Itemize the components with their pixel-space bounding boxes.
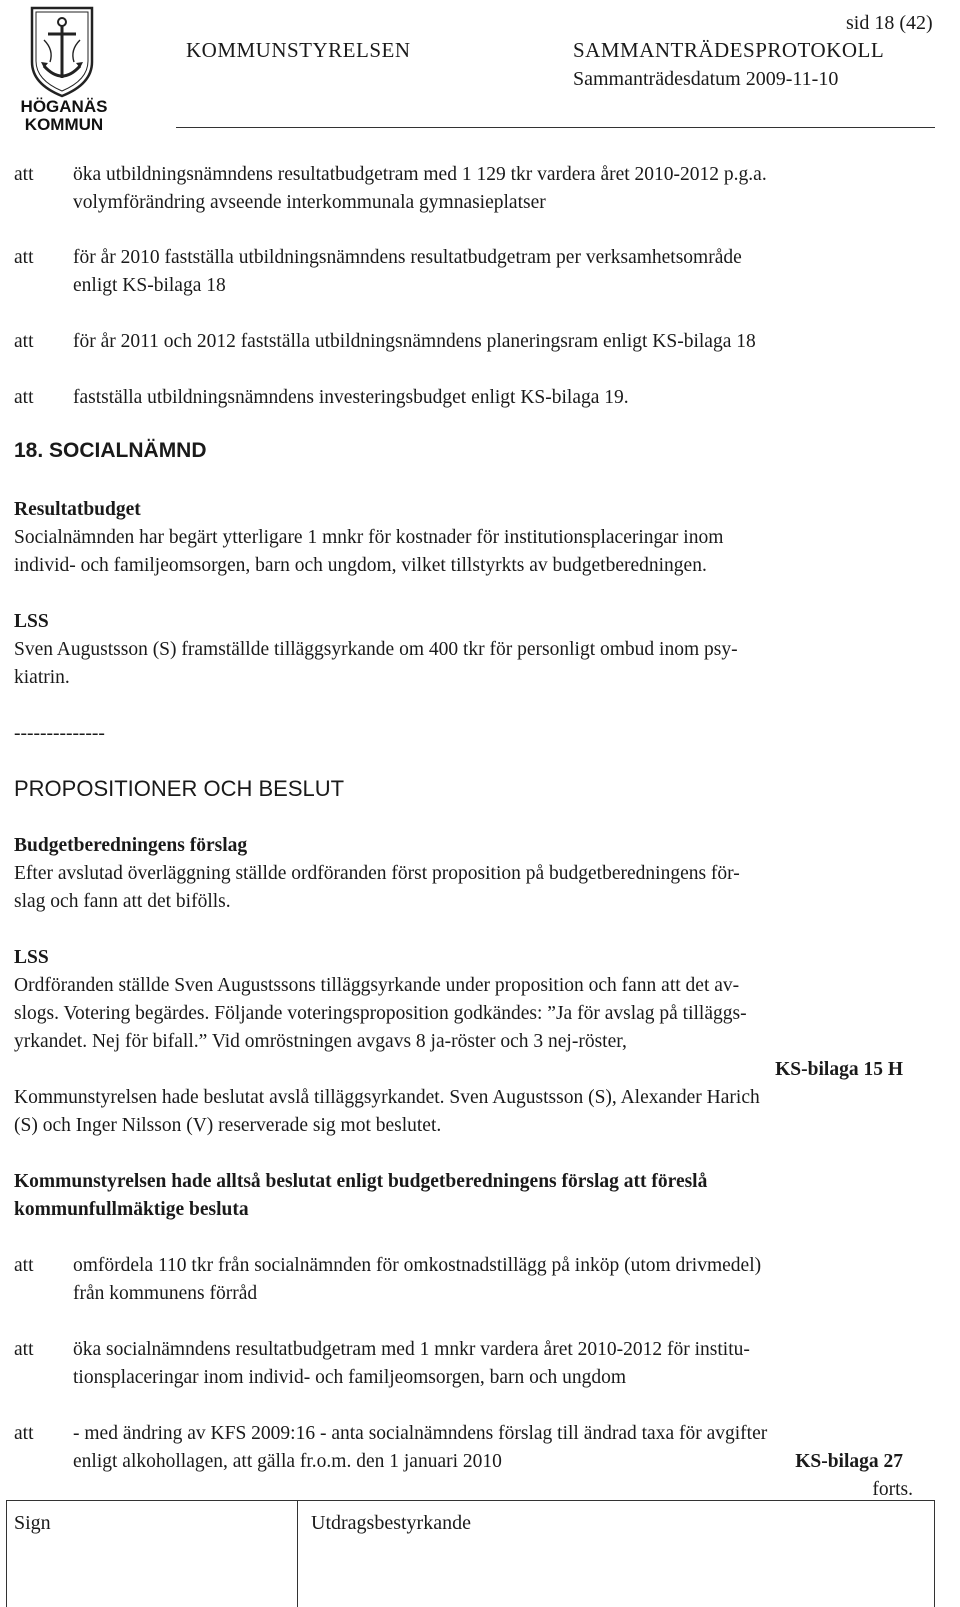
- att-label: att: [14, 331, 34, 352]
- att-clause-text: [73, 1252, 935, 1308]
- paragraph-line: individ- och familjeomsorgen, barn och ungdom, vilket tillstyrkts av budgetberedningen.: [14, 555, 707, 576]
- subheading-lss: LSS: [14, 947, 49, 968]
- meeting-date: Sammanträdesdatum 2009-11-10: [573, 68, 839, 90]
- clause-line: från kommunens förråd: [73, 1283, 258, 1304]
- paragraph: [14, 860, 935, 916]
- paragraph-line: Ordföranden ställde Sven Augustssons tilläggsyrkande under proposition och fann att det av-: [14, 975, 740, 996]
- att-clause-text: [73, 328, 935, 356]
- att-label: att: [14, 1423, 34, 1444]
- subheading-resultatbudget: Resultatbudget: [14, 499, 141, 520]
- paragraph-line: Kommunstyrelsen hade beslutat avslå tilläggsyrkandet. Sven Augustsson (S), Alexander Harich: [14, 1087, 760, 1108]
- att-label: att: [14, 1255, 34, 1276]
- continued-marker: forts.: [872, 1479, 913, 1500]
- sign-label: Sign: [14, 1512, 51, 1534]
- paragraph-line: kiatrin.: [14, 667, 70, 688]
- clause-line: - med ändring av KFS 2009:16 - anta socialnämndens förslag till ändrad taxa för avgifter: [73, 1423, 768, 1444]
- clause-line: för år 2011 och 2012 fastställa utbildningsnämndens planeringsram enligt KS-bilaga 18: [73, 331, 756, 352]
- section-heading: 18. SOCIALNÄMND: [14, 439, 207, 462]
- anchor-shield-icon: [14, 4, 114, 134]
- document-type: SAMMANTRÄDESPROTOKOLL: [573, 38, 885, 62]
- ks-bilaga-27-reference: KS-bilaga 27: [795, 1451, 903, 1472]
- att-label: att: [14, 247, 34, 268]
- att-clause-text: [73, 161, 935, 217]
- clause-line: volymförändring avseende interkommunala gymnasieplatser: [73, 192, 546, 213]
- att-clause-text: [73, 384, 935, 412]
- clause-line: enligt alkohollagen, att gälla fr.o.m. den 1 januari 2010: [73, 1451, 502, 1472]
- clause-line: enligt KS-bilaga 18: [73, 275, 226, 296]
- clause-line: fastställa utbildningsnämndens investeringsbudget enligt KS-bilaga 19.: [73, 387, 629, 408]
- paragraph-line: slogs. Votering begärdes. Följande voteringsproposition godkändes: ”Ja för avslag på tilläggs-: [14, 1003, 747, 1024]
- clause-line: för år 2010 fastställa utbildningsnämndens resultatbudgetram per verksamhetsområde: [73, 247, 742, 268]
- header-divider: [176, 127, 935, 128]
- paragraph: [14, 972, 935, 1056]
- clause-line: tionsplaceringar inom individ- och familjeomsorgen, barn och ungdom: [73, 1367, 627, 1388]
- extract-certification-label: Utdragsbestyrkande: [311, 1512, 471, 1534]
- paragraph-line: Efter avslutad överläggning ställde ordföranden först proposition på budgetberedningens för-: [14, 863, 740, 884]
- separator-dashes: --------------: [14, 723, 105, 744]
- subheading-budgetberedning: Budgetberedningens förslag: [14, 835, 248, 856]
- att-clause-text: [73, 244, 935, 300]
- paragraph: [14, 636, 935, 692]
- decision-line: kommunfullmäktige besluta: [14, 1199, 249, 1220]
- paragraph-line: Sven Augustsson (S) framställde tilläggsyrkande om 400 tkr för personligt ombud inom psy-: [14, 639, 738, 660]
- page-number: sid 18 (42): [846, 12, 933, 34]
- clause-line: öka utbildningsnämndens resultatbudgetram med 1 129 tkr vardera året 2010-2012 p.g.a.: [73, 164, 767, 185]
- hoganas-coat-of-arms-logo: [14, 4, 114, 134]
- paragraph-line: slag och fann att det bifölls.: [14, 891, 231, 912]
- paragraph-line: (S) och Inger Nilsson (V) reserverade sig mot beslutet.: [14, 1115, 442, 1136]
- logo-text-kommun: KOMMUN: [24, 115, 104, 134]
- logo-text-hoganas: HÖGANÄS: [20, 97, 108, 116]
- organization-name: KOMMUNSTYRELSEN: [186, 38, 411, 62]
- subheading-lss: LSS: [14, 611, 49, 632]
- att-clause-text: [73, 1336, 935, 1392]
- paragraph-line: Socialnämnden har begärt ytterligare 1 mnkr för kostnader för institutionsplaceringar inom: [14, 527, 724, 548]
- att-label: att: [14, 1339, 34, 1360]
- paragraph-line: yrkandet. Nej för bifall.” Vid omröstningen avgavs 8 ja-röster och 3 nej-röster,: [14, 1031, 627, 1052]
- paragraph: [14, 524, 935, 580]
- decision-line: Kommunstyrelsen hade alltså beslutat enligt budgetberedningens förslag att föreslå: [14, 1171, 708, 1192]
- att-label: att: [14, 164, 34, 185]
- ks-bilaga-15-reference: KS-bilaga 15 H: [775, 1059, 903, 1080]
- propositions-heading: PROPOSITIONER OCH BESLUT: [14, 776, 345, 801]
- att-label: att: [14, 387, 34, 408]
- clause-line: öka socialnämndens resultatbudgetram med 1 mnkr vardera året 2010-2012 för institu-: [73, 1339, 750, 1360]
- clause-line: omfördela 110 tkr från socialnämnden för omkostnadstillägg på inköp (utom drivmedel): [73, 1255, 762, 1276]
- paragraph: [14, 1084, 935, 1140]
- decision-statement: [14, 1168, 935, 1224]
- signature-box-divider: [297, 1500, 298, 1607]
